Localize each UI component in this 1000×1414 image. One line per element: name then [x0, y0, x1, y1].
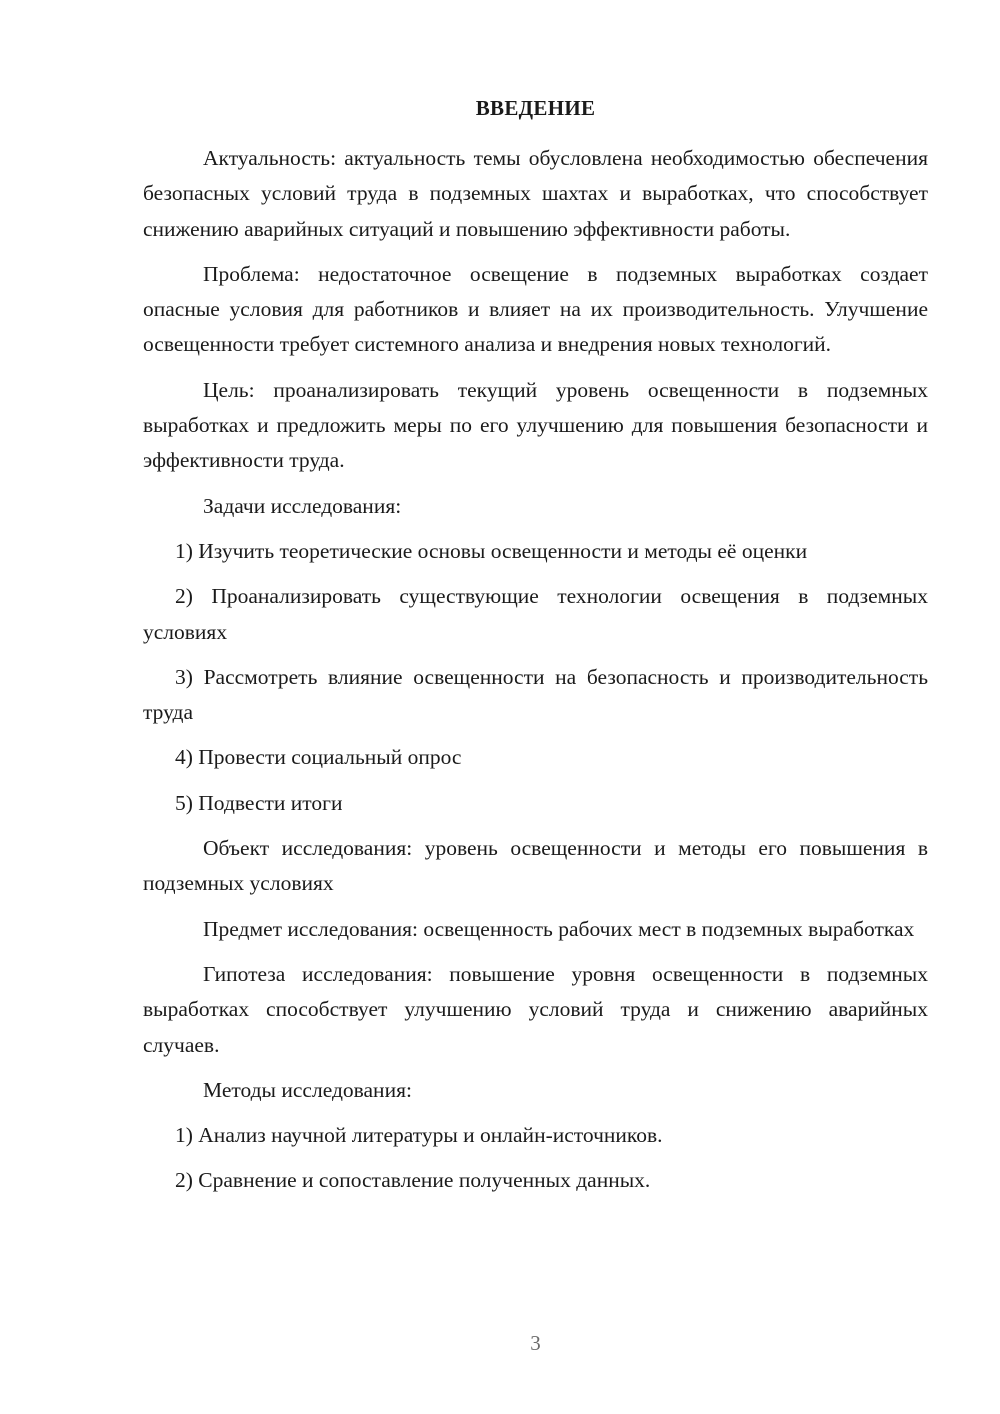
list-item-task-2: 2) Проанализировать существующие технологии освещения в подземных условиях [143, 584, 928, 644]
page-title: ВВЕДЕНИЕ [475, 96, 596, 120]
list-item-task-1: 1) Изучить теоретические основы освещенности и методы её оценки [175, 538, 808, 563]
document-body [143, 141, 928, 1209]
paragraph-relevance: Актуальность: актуальность темы обусловлена необходимостью обеспечения безопасных условий труда в подземных шахтах и выработках, что способствует снижению аварийных ситуаций и повышению эффективности работы. [143, 146, 928, 241]
paragraph-object: Объект исследования: уровень освещенности и методы его повышения в подземных условиях [143, 836, 928, 896]
list-item-task-4: 4) Провести социальный опрос [175, 745, 462, 770]
list-item-method-2: 2) Сравнение и сопоставление полученных данных. [175, 1168, 651, 1193]
list-item-task-3: 3) Рассмотреть влияние освещенности на безопасность и производительность труда [143, 664, 928, 725]
paragraph-problem: Проблема: недостаточное освещение в подземных выработках создает опасные условия для работников и влияет на их производительность. Улучшение освещенности требует системного анализа и внедрения новых технологий. [143, 261, 928, 357]
paragraph-goal: Цель: проанализировать текущий уровень освещенности в подземных выработках и предложить меры по его улучшению для повышения безопасности и эффективности труда. [143, 377, 928, 473]
paragraph-hypothesis: Гипотеза исследования: повышение уровня освещенности в подземных выработках способствует улучшению условий труда и снижению аварийных случаев. [143, 961, 928, 1057]
paragraph-methods-heading: Методы исследования: [203, 1077, 412, 1102]
document-page [143, 0, 928, 1414]
paragraph-subject: Предмет исследования: освещенность рабочих мест в подземных выработках [203, 916, 915, 941]
paragraph-tasks-heading: Задачи исследования: [203, 493, 402, 518]
list-item-method-1: 1) Анализ научной литературы и онлайн-источников. [175, 1123, 663, 1148]
list-item-task-5: 5) Подвести итоги [175, 790, 343, 815]
page-number: 3 [530, 1331, 541, 1355]
